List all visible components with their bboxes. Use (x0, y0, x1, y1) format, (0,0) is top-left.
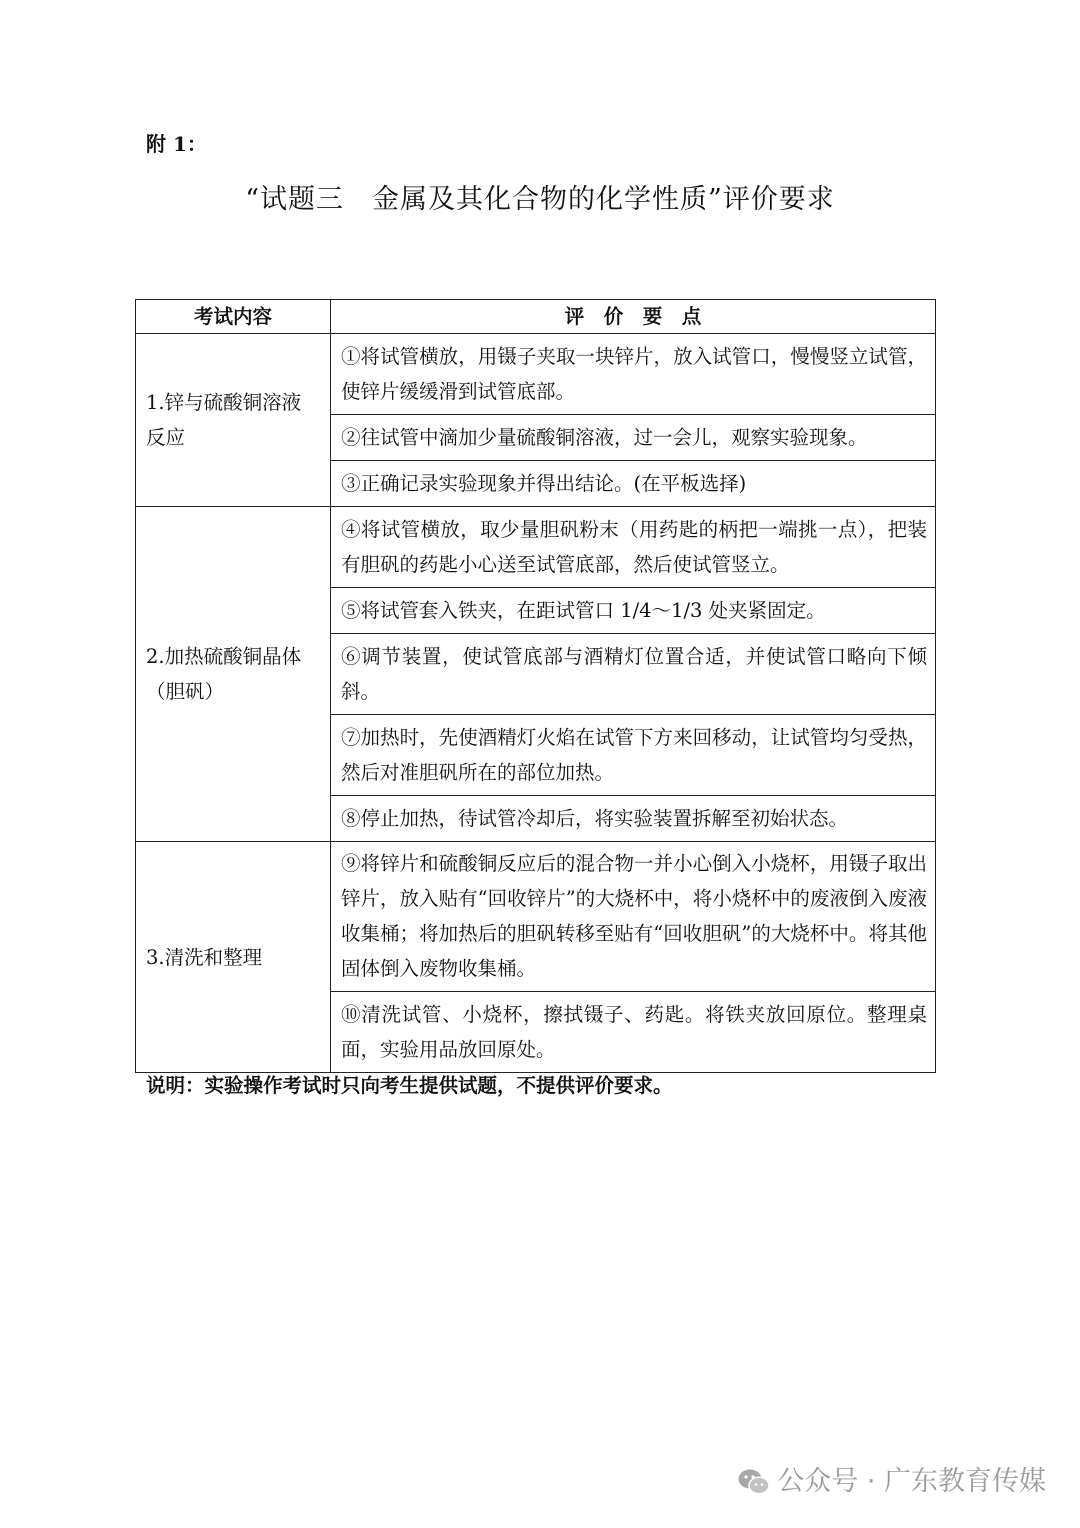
evaluation-point: ②往试管中滴加少量硫酸铜溶液，过一会儿，观察实验现象。 (331, 415, 936, 461)
evaluation-point: ⑨将锌片和硫酸铜反应后的混合物一并小心倒入小烧杯，用镊子取出锌片，放入贴有“回收锌片”的大烧杯中，将小烧杯中的废液倒入废液收集桶；将加热后的胆矾转移至贴有“回收胆矾”的大烧杯中。将其他固体倒入废物收集桶。 (331, 842, 936, 992)
evaluation-point: ⑦加热时，先使酒精灯火焰在试管下方来回移动，让试管均匀受热，然后对准胆矾所在的部位加热。 (331, 715, 936, 796)
section-content-3: 3.清洗和整理 (136, 842, 331, 1073)
watermark (737, 1462, 1046, 1502)
evaluation-table (135, 299, 936, 1073)
evaluation-point: ①将试管横放，用镊子夹取一块锌片，放入试管口，慢慢竖立试管，使锌片缓缓滑到试管底部。 (331, 334, 936, 415)
section-content-2: 2.加热硫酸铜晶体（胆矾） (136, 507, 331, 842)
column-header-points: 评 价 要 点 (331, 300, 936, 334)
table-row (136, 507, 936, 588)
table-header-row (136, 300, 936, 334)
evaluation-point: ⑥调节装置，使试管底部与酒精灯位置合适，并使试管口略向下倾斜。 (331, 634, 936, 715)
table-row (136, 334, 936, 415)
appendix-label: 附 1： (146, 132, 207, 156)
column-header-content: 考试内容 (136, 300, 331, 334)
document-title: “试题三 金属及其化合物的化学性质”评价要求 (245, 184, 835, 215)
evaluation-point: ⑧停止加热，待试管冷却后，将实验装置拆解至初始状态。 (331, 796, 936, 842)
evaluation-point: ④将试管横放，取少量胆矾粉末（用药匙的柄把一端挑一点），把装有胆矾的药匙小心送至试管底部，然后使试管竖立。 (331, 507, 936, 588)
wechat-icon (737, 1467, 771, 1497)
footnote: 说明：实验操作考试时只向考生提供试题，不提供评价要求。 (146, 1074, 673, 1097)
evaluation-point: ⑤将试管套入铁夹，在距试管口 1/4～1/3 处夹紧固定。 (331, 588, 936, 634)
table-row (136, 842, 936, 992)
section-content-1: 1.锌与硫酸铜溶液反应 (136, 334, 331, 507)
watermark-text: 公众号 · 广东教育传媒 (777, 1466, 1046, 1497)
evaluation-point: ⑩清洗试管、小烧杯，擦拭镊子、药匙。将铁夹放回原位。整理桌面，实验用品放回原处。 (331, 992, 936, 1073)
evaluation-point: ③正确记录实验现象并得出结论。(在平板选择) (331, 461, 936, 507)
